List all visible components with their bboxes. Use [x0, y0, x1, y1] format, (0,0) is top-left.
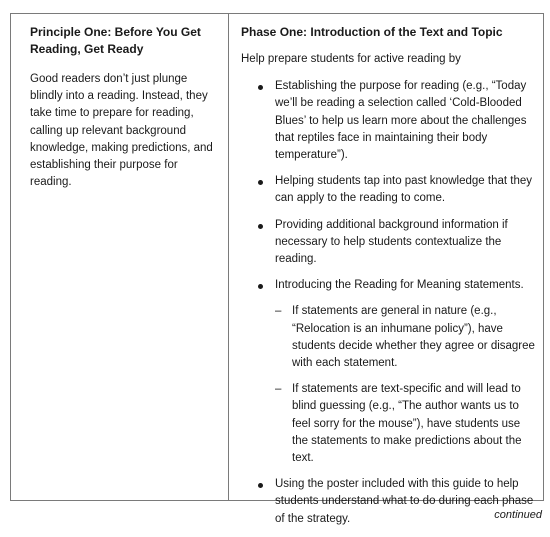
- bullet-dot-icon: [258, 85, 263, 90]
- phase-bullet-list: [241, 78, 537, 528]
- column-divider: [228, 13, 229, 501]
- phase-intro: Help prepare students for active reading by: [241, 53, 461, 65]
- sub-bullet-item: [275, 303, 537, 372]
- bullet-item: [241, 173, 537, 207]
- continued-note: continued: [494, 509, 542, 521]
- sub-bullet-list: [275, 303, 537, 467]
- bullet-dot-icon: [258, 224, 263, 229]
- bullet-item: [241, 217, 537, 269]
- bullet-item: [241, 476, 537, 528]
- sub-bullet-text: If statements are general in nature (e.g., “Relocation is an inhumane policy”), have students decide whether they agree or disagree with each statement.: [292, 305, 535, 370]
- bullet-item: [241, 277, 537, 467]
- bullet-dot-icon: [258, 284, 263, 289]
- bullet-dot-icon: [258, 483, 263, 488]
- bullet-text: Using the poster included with this guide to help students understand what to do during each phase of the strategy.: [275, 478, 534, 525]
- bullet-text: Providing additional background information if necessary to help students contextualize the reading.: [275, 218, 508, 266]
- sub-bullet-item: [275, 381, 537, 467]
- dash-marker: –: [275, 383, 282, 396]
- principle-column: [30, 24, 220, 191]
- bullet-text: Introducing the Reading for Meaning statements.: [275, 279, 524, 292]
- bullet-text: Establishing the purpose for reading (e.g., “Today we’ll be reading a selection called ‘Cold-Blooded Blues’ to help us learn more about the challenges that reptiles face in maintaining their body temperature”).: [275, 80, 527, 162]
- principle-body: Good readers don’t just plunge blindly into a reading. Instead, they take time to prepare for reading, calling up relevant background knowledge, making predictions, and establishing their purpose for reading.: [30, 73, 213, 189]
- bullet-item: [241, 78, 537, 164]
- sub-bullet-text: If statements are text-specific and will lead to blind guessing (e.g., “The author wants us to feel sorry for the mouse”), have students use the statements to make predictions about the text.: [292, 383, 522, 465]
- bullet-dot-icon: [258, 180, 263, 185]
- dash-marker: –: [275, 305, 282, 318]
- bullet-text: Helping students tap into past knowledge that they can apply to the reading to come.: [275, 175, 533, 205]
- phase-column: [241, 24, 537, 537]
- principle-heading: Principle One: Before You Get Reading, Get Ready: [30, 25, 201, 56]
- phase-heading: Phase One: Introduction of the Text and Topic: [241, 25, 503, 39]
